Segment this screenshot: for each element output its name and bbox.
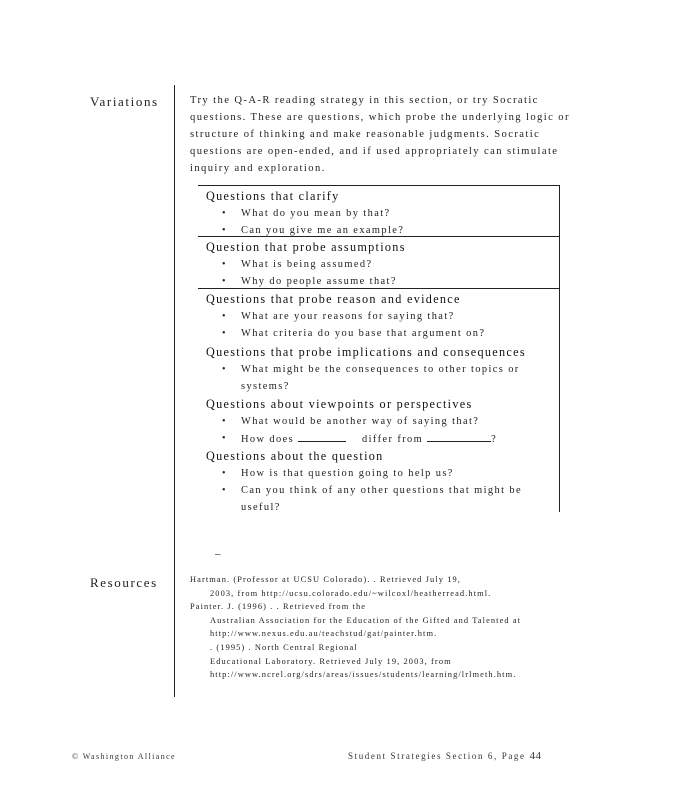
- question-item: • How is that question going to help us?: [206, 465, 554, 482]
- fill-in-blank: [427, 430, 491, 442]
- section-title: Questions that probe reason and evidence: [206, 292, 461, 306]
- variations-label: Variations: [90, 94, 159, 109]
- question-item: • What would be another way of saying that?: [206, 413, 554, 430]
- fill-in-blank: [298, 430, 346, 442]
- footer-section-label: Student Strategies Section 6, Page: [348, 751, 526, 761]
- question-section-assumptions: [206, 238, 554, 290]
- question-item: [206, 430, 554, 448]
- reference-line: Hartman. (Professor at UCSU Colorado). . Retrieved July 19,: [190, 575, 461, 584]
- footer-page-info: [348, 750, 542, 762]
- vertical-rule: [174, 85, 175, 697]
- intro-line: questions. These are questions, which probe the underlying logic or: [190, 112, 570, 123]
- question-text: What might be the consequences to other topics or: [241, 364, 520, 375]
- section-title: Questions about viewpoints or perspectives: [206, 397, 473, 411]
- intro-line: inquiry and exploration.: [190, 163, 326, 174]
- question-item: • What do you mean by that?: [206, 205, 554, 222]
- question-text: ?: [491, 434, 498, 445]
- question-item: • What is being assumed?: [206, 256, 554, 273]
- question-text: Can you think of any other questions that might be: [241, 485, 522, 496]
- reference-line: http://www.nexus.edu.au/teachstud/gat/painter.htm.: [210, 629, 438, 639]
- intro-line: structure of thinking and make reasonable judgments. Socratic: [190, 129, 541, 140]
- reference-line: . (1995) . North Central Regional: [210, 642, 358, 652]
- page-number: 44: [529, 750, 542, 762]
- section-title: Questions about the question: [206, 449, 384, 463]
- intro-paragraph: [190, 92, 570, 177]
- question-item: • What criteria do you base that argument on?: [206, 325, 554, 342]
- socratic-questions-box: [198, 185, 560, 512]
- question-section-viewpoints: [206, 395, 554, 448]
- reference-line: Painter. J. (1996) . . Retrieved from the: [190, 602, 367, 612]
- box-right-border: [559, 185, 560, 512]
- question-text: How does: [241, 434, 295, 445]
- question-text: systems?: [241, 381, 290, 392]
- reference-line: 2003, from http://ucsu.colorado.edu/~wilcoxl/heatherread.html.: [210, 588, 492, 598]
- section-title: Question that probe assumptions: [206, 240, 406, 254]
- question-section-clarify: [206, 187, 554, 239]
- question-text: differ from: [362, 434, 424, 445]
- reference-line: Australian Association for the Education of the Gifted and Talented at: [210, 615, 522, 625]
- references-list: [190, 573, 560, 682]
- box-top-border: [198, 185, 560, 186]
- question-section-evidence: [206, 290, 554, 342]
- question-section-implications: [206, 343, 554, 395]
- dash-mark: –: [215, 548, 221, 560]
- question-item: • Can you give me an example?: [206, 222, 554, 239]
- question-item: [206, 361, 554, 395]
- question-text: useful?: [241, 502, 281, 513]
- intro-line: questions are open-ended, and if used appropriately can stimulate: [190, 146, 559, 157]
- question-item: [206, 482, 554, 516]
- section-title: Questions that clarify: [206, 189, 340, 203]
- question-item: • What are your reasons for saying that?: [206, 308, 554, 325]
- question-section-question: [206, 447, 554, 516]
- footer-copyright: © Washington Alliance: [72, 752, 177, 761]
- question-item: • Why do people assume that?: [206, 273, 554, 290]
- reference-line: Educational Laboratory. Retrieved July 19, 2003, from: [210, 656, 452, 666]
- section-title: Questions that probe implications and consequences: [206, 345, 526, 359]
- reference-line: http://www.ncrel.org/sdrs/areas/issues/students/learning/lrlmeth.htm.: [210, 670, 517, 680]
- resources-label: Resources: [90, 575, 158, 590]
- intro-line: Try the Q-A-R reading strategy in this section, or try Socratic: [190, 95, 539, 106]
